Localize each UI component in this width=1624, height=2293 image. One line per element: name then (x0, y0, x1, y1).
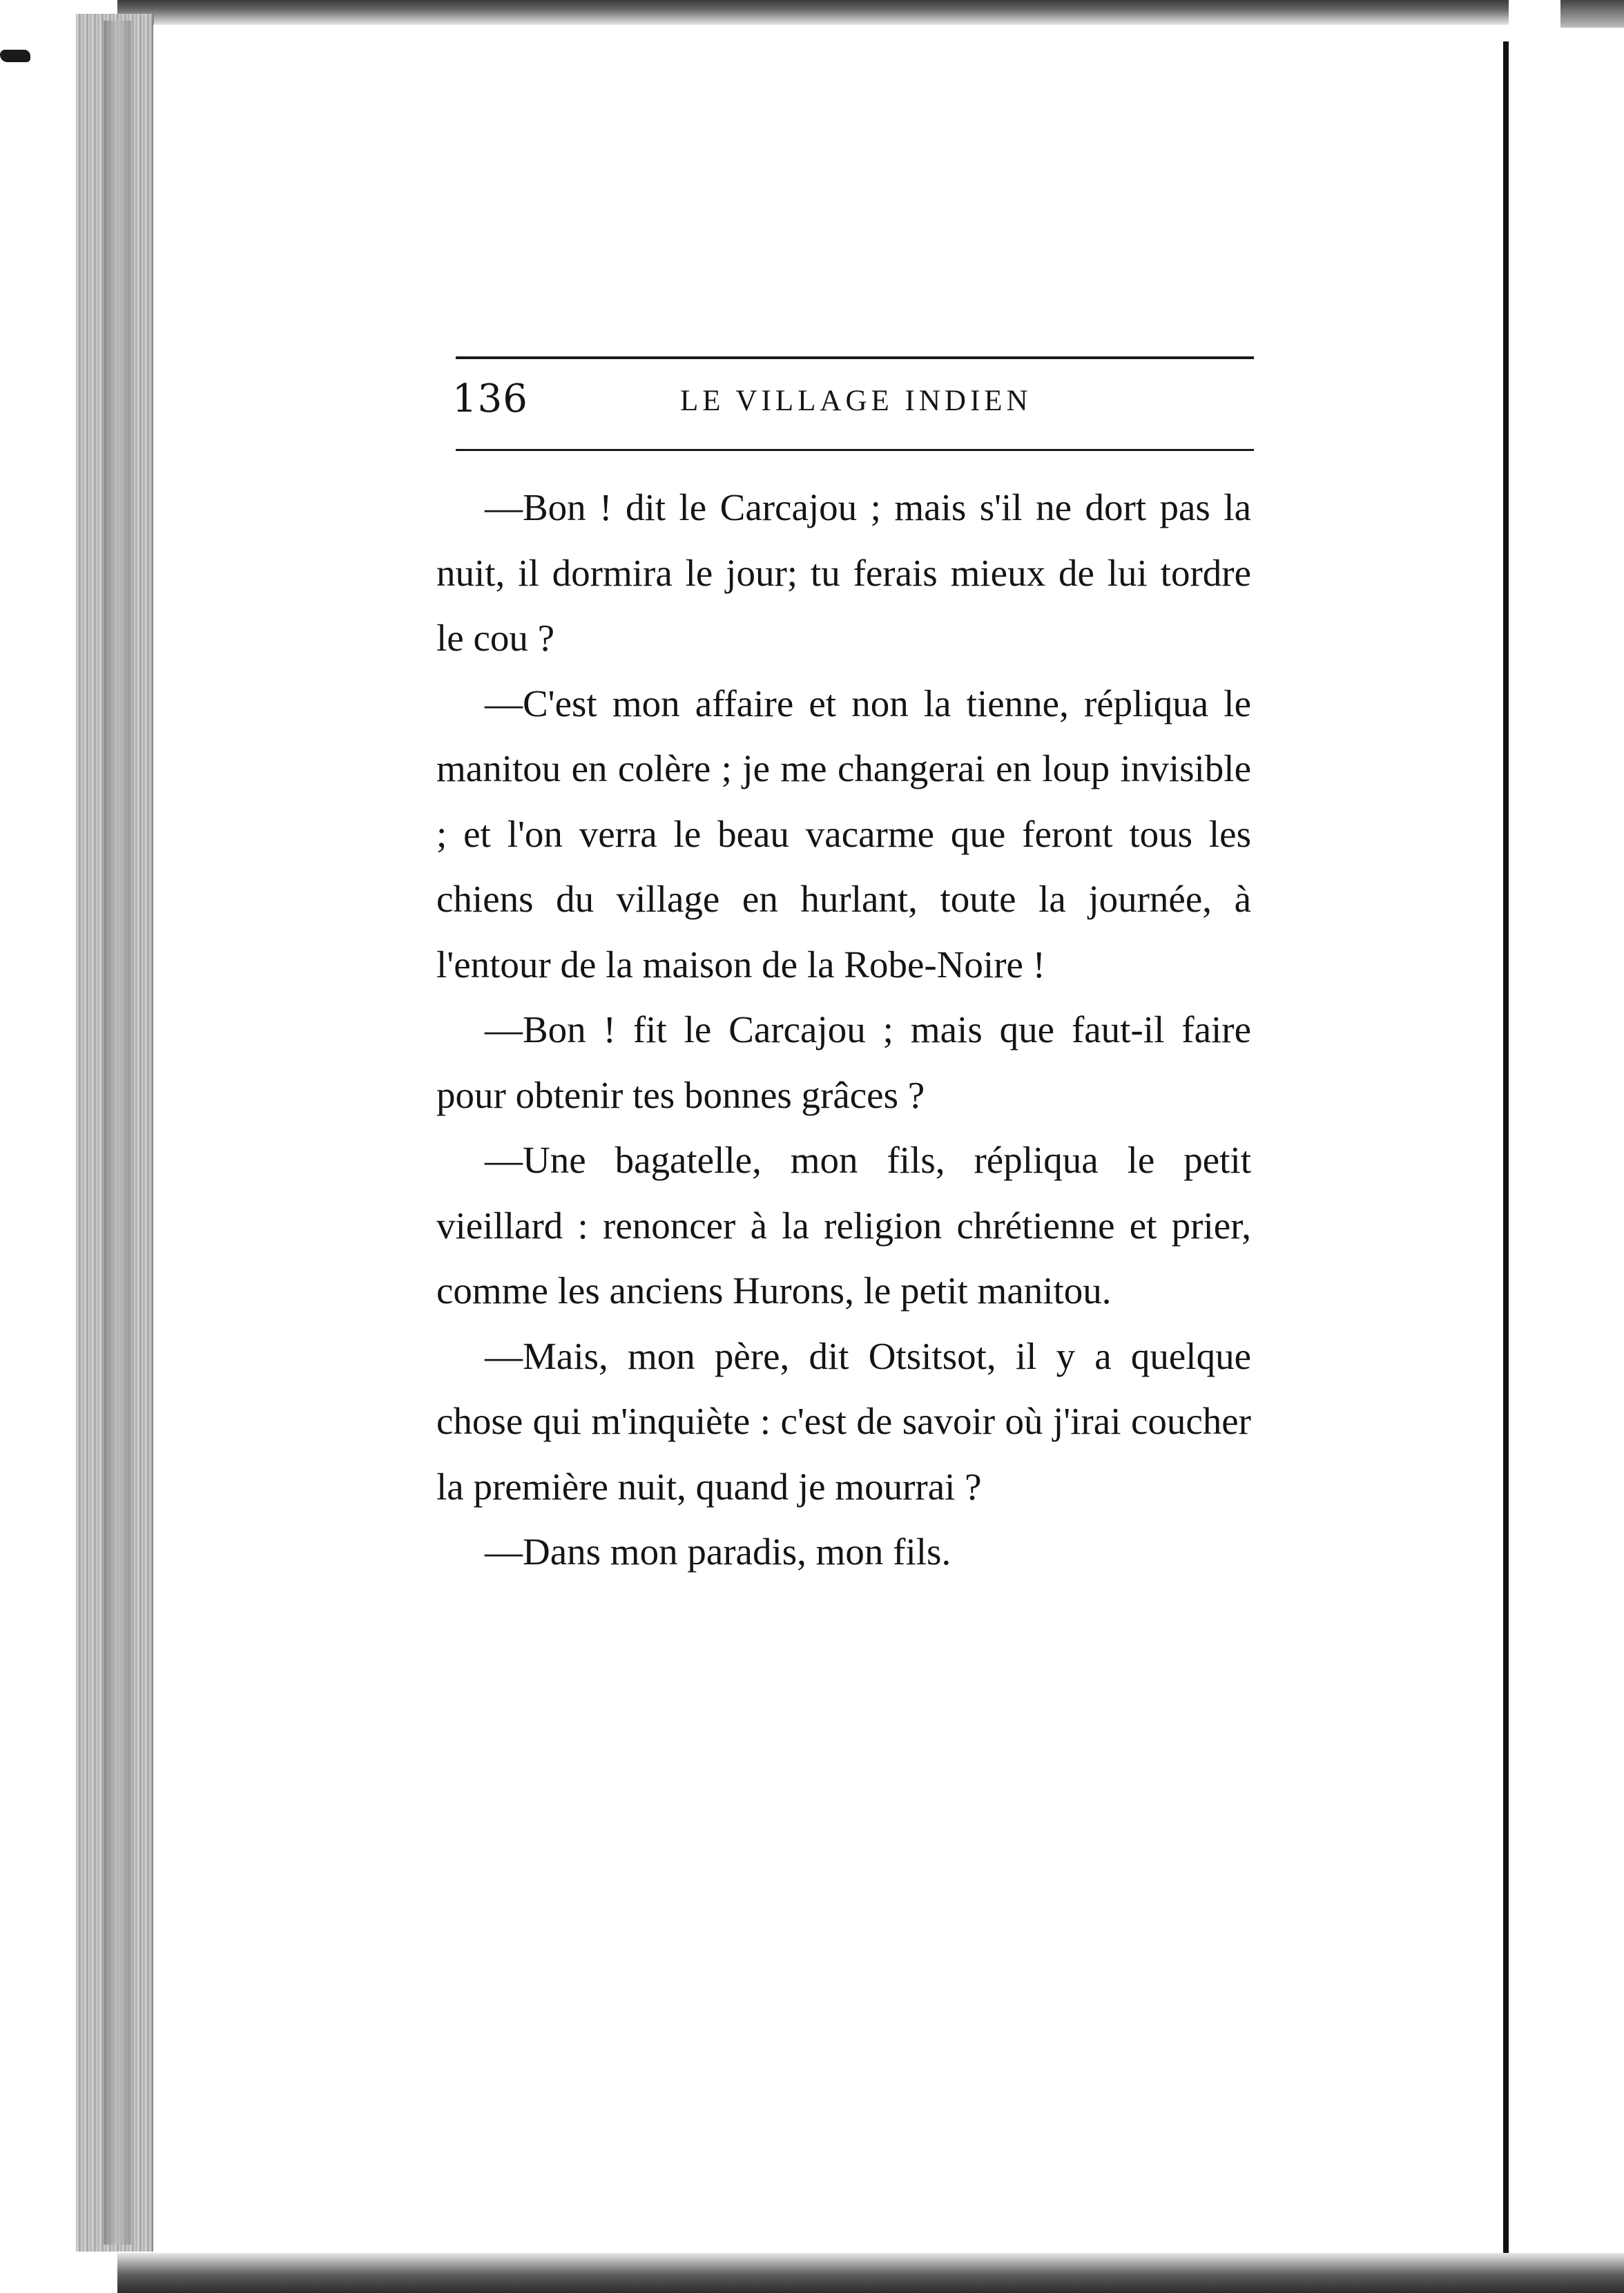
binding-gutter-line (1503, 41, 1509, 2286)
facing-page-margin (1509, 0, 1624, 2293)
running-title: LE VILLAGE INDIEN (680, 385, 1032, 417)
paragraph: —C'est mon affaire et non la tienne, répliqua le manitou en colère ; je me changerai en loup invisible ; et l'on verra le beau vacarme que feront tous les chiens du village en hurlant, toute la journée, à l'entour de la maison de la Robe-Noire ! (436, 682, 1251, 986)
paragraph: —Bon ! fit le Carcajou ; mais que faut-il faire pour obtenir tes bonnes grâces ? (436, 1008, 1251, 1116)
page-number: 136 (452, 376, 528, 421)
scanner-top-edge (117, 0, 1624, 25)
paragraph: —Mais, mon père, dit Otsitsot, il y a quelque chose qui m'inquiète : c'est de savoir où j'irai coucher la première nuit, quand je mourrai ? (436, 1334, 1251, 1508)
paragraph: —Bon ! dit le Carcajou ; mais s'il ne dort pas la nuit, il dormira le jour; tu ferais mieux de lui tordre le cou ? (436, 486, 1251, 659)
paragraph: —Dans mon paradis, mon fils. (485, 1531, 951, 1573)
paragraph: —Une bagatelle, mon fils, répliqua le petit vieillard : renoncer à la religion chrétienne et prier, comme les anciens Hurons, le petit manitou. (436, 1139, 1251, 1312)
scanner-bottom-edge (117, 2253, 1624, 2293)
scanner-top-right-edge (1560, 0, 1624, 28)
running-head-bottom-rule (456, 449, 1254, 451)
body-text (436, 475, 1251, 1585)
book-page-stack-shadow (104, 21, 131, 2245)
running-head-top-rule (456, 356, 1254, 359)
scan-speck (0, 50, 30, 62)
